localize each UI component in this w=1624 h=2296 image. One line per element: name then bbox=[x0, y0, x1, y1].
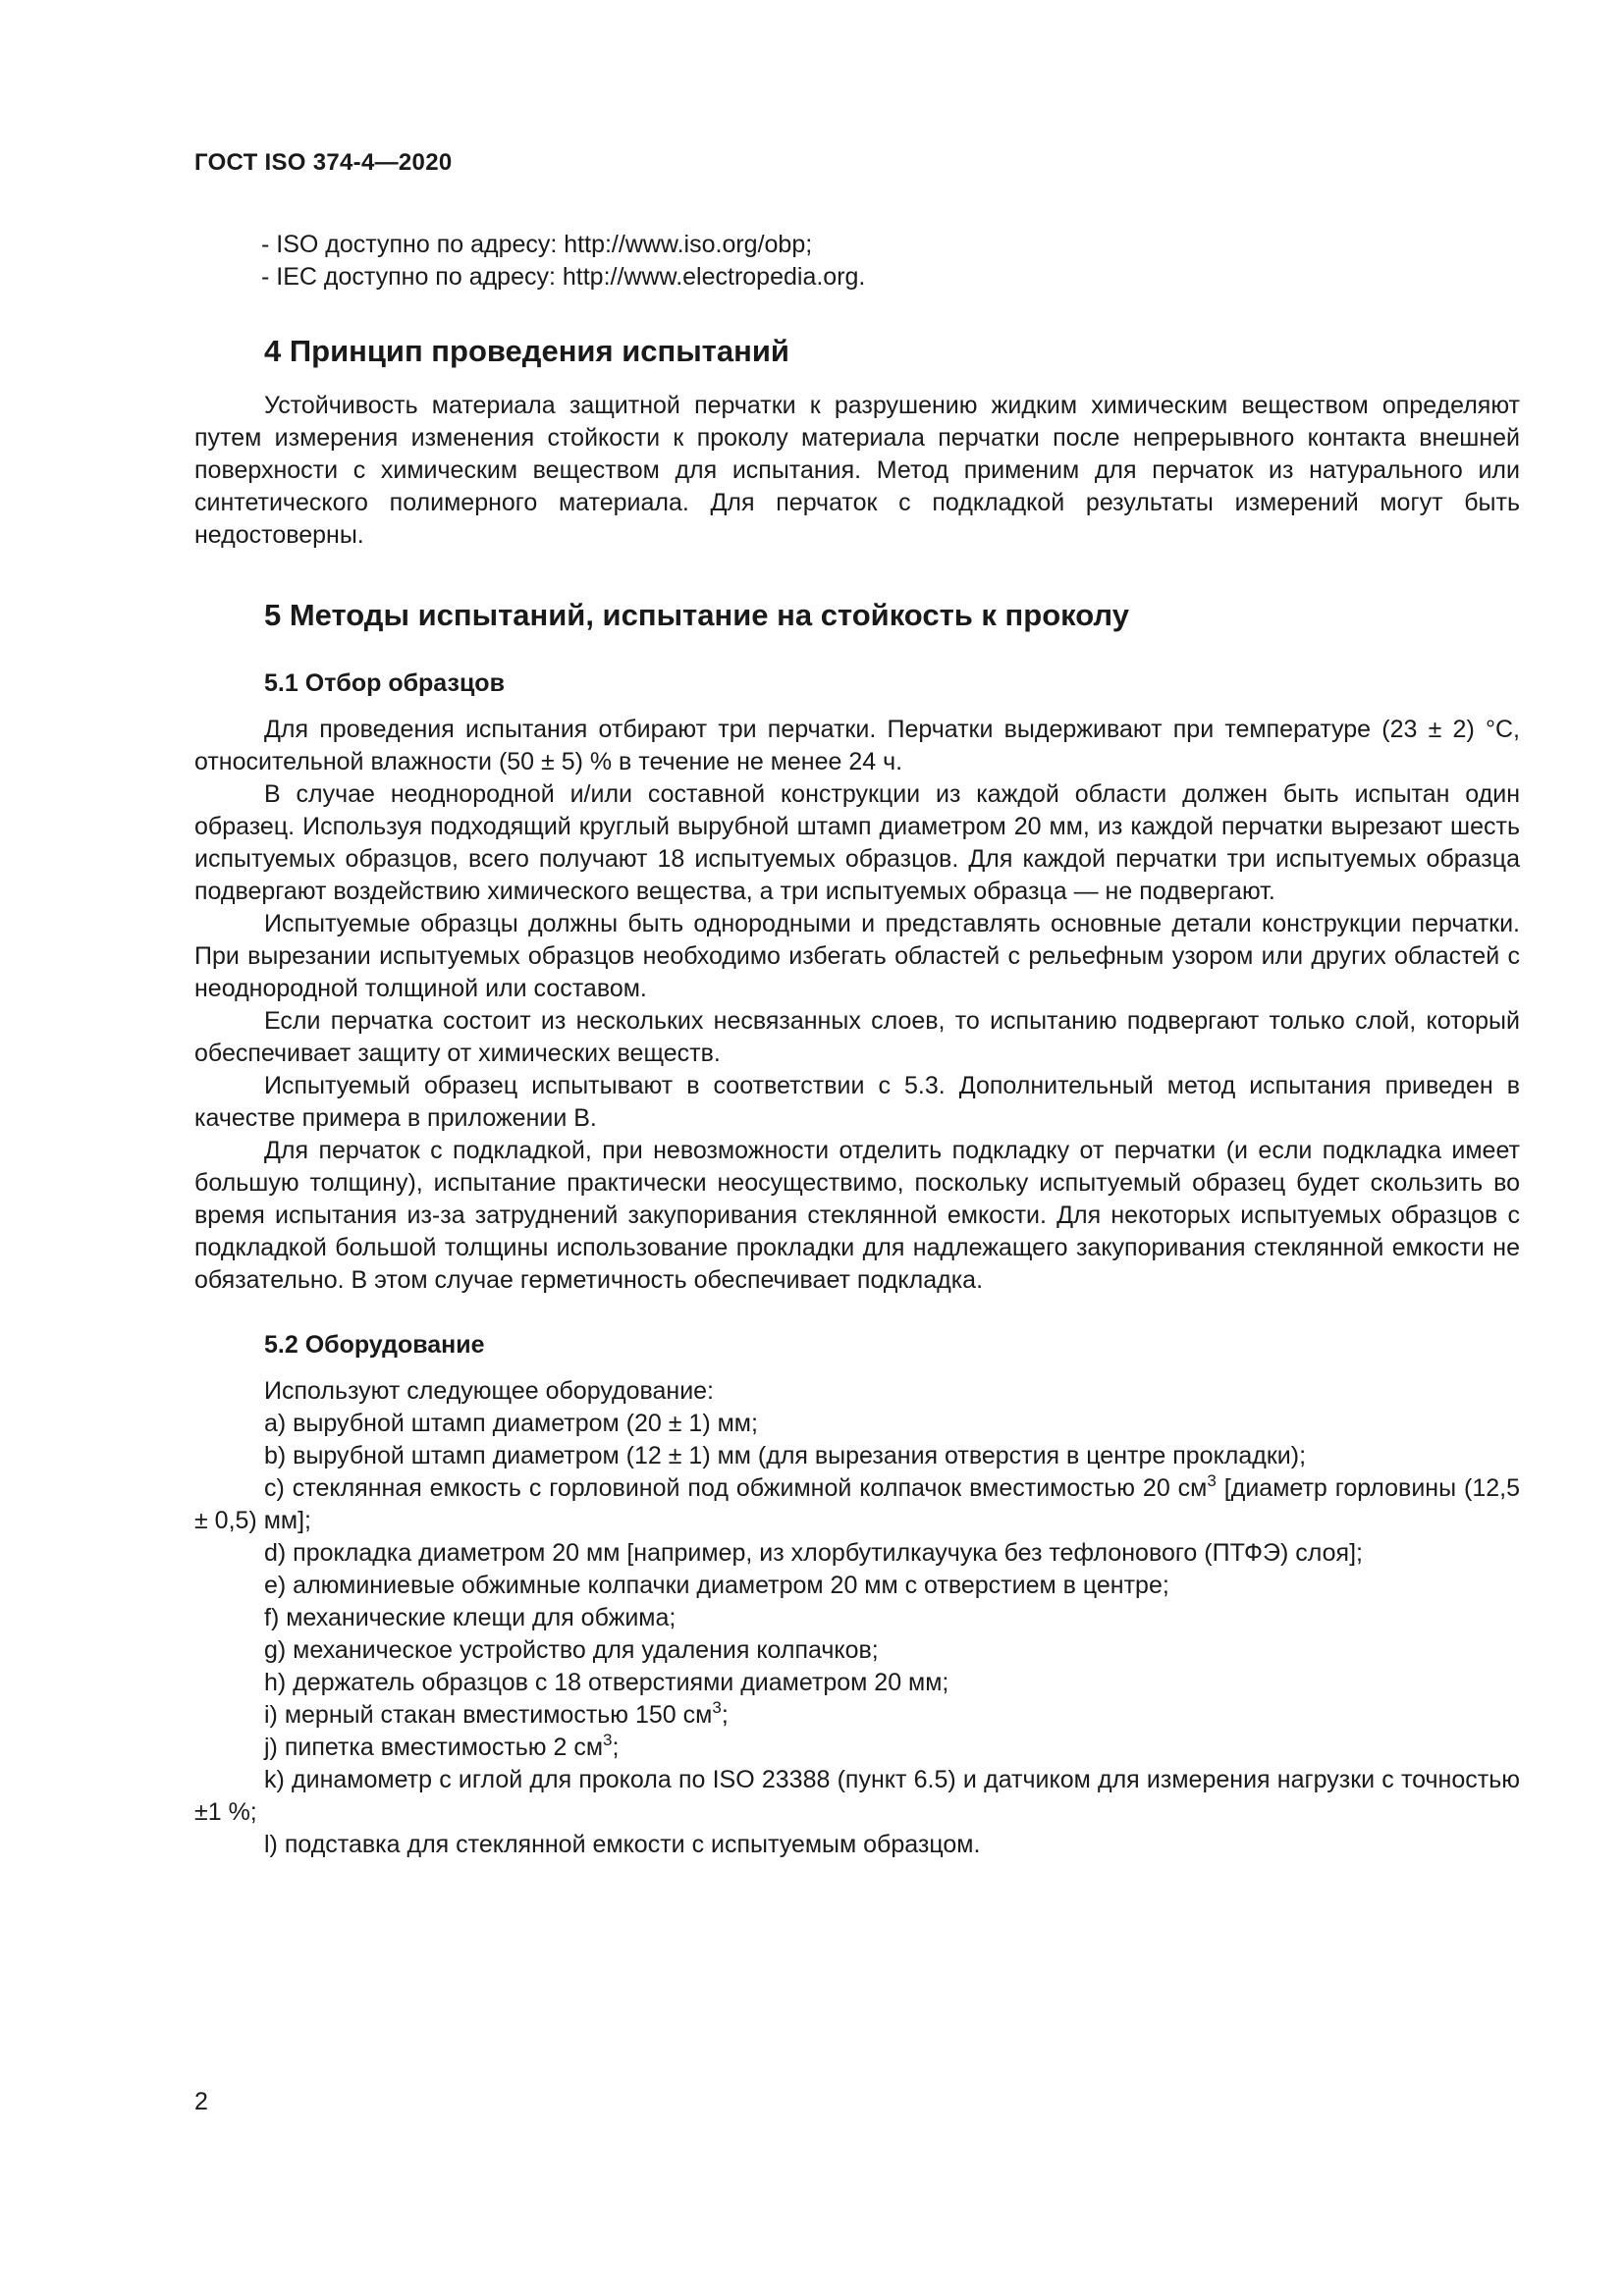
superscript: 3 bbox=[1207, 1471, 1217, 1490]
link-item-iec: - IEC доступно по адресу: http://www.electropedia.org. bbox=[261, 263, 866, 291]
section-4-title: 4 Принцип проведения испытаний bbox=[264, 334, 789, 368]
section-5-1-title: 5.1 Отбор образцов bbox=[264, 669, 505, 697]
list-item: g) механическое устройство для удаления колпачков; bbox=[264, 1636, 879, 1664]
document-header: ГОСТ ISO 374-4—2020 bbox=[194, 149, 453, 176]
list-item: b) вырубной штамп диаметром (12 ± 1) мм (для вырезания отверстия в центре прокладки); bbox=[264, 1442, 1307, 1469]
superscript: 3 bbox=[712, 1698, 722, 1717]
paragraph: В случае неоднородной и/или составной конструкции из каждой области должен быть испытан один образец. Используя подходящий круглый вырубной штамп диаметром 20 мм, из каждой перчатки вырезают шесть испытуемых образцов, всего получают 18 испытуемых образцов. Для каждой перчатки три испытуемых образца подвергают воздействию химического вещества, а три испытуемых образца — не подвергают. bbox=[194, 780, 1520, 905]
list-item: l) подставка для стеклянной емкости с испытуемым образцом. bbox=[264, 1831, 981, 1858]
list-item-text: j) пипетка вместимостью 2 см bbox=[264, 1734, 604, 1761]
list-item-text: i) мерный стакан вместимостью 150 см bbox=[264, 1701, 713, 1729]
paragraph: Для перчаток с подкладкой, при невозможности отделить подкладку от перчатки (и если подкладка имеет большую толщину), испытание практически неосуществимо, поскольку испытуемый образец будет скользить во время испытания из-за затруднений закупоривания стеклянной емкости. Для некоторых испытуемых образцов с подкладкой большой толщины использование прокладки для надлежащего закупоривания стеклянной емкости не обязательно. В этом случае герметичность обеспечивает подкладка. bbox=[194, 1137, 1520, 1294]
list-item: e) алюминиевые обжимные колпачки диаметром 20 мм с отверстием в центре; bbox=[264, 1572, 1169, 1599]
superscript: 3 bbox=[603, 1731, 613, 1749]
paragraph: Для проведения испытания отбирают три перчатки. Перчатки выдерживают при температуре (23 ± 2) °С, относительной влажности (50 ± 5) % в течение не менее 24 ч. bbox=[194, 716, 1520, 775]
list-item-text: ; bbox=[612, 1734, 620, 1761]
list-item-text: c) стеклянная емкость с горловиной под обжимной колпачок вместимостью 20 см bbox=[264, 1474, 1208, 1502]
list-item bbox=[194, 1699, 1520, 1732]
list-item-text: [диаметр горловины (12,5 ± 0,5) мм]; bbox=[194, 1474, 1520, 1534]
list-item: k) динамометр с иглой для прокола по ISO 23388 (пункт 6.5) и датчиком для измерения нагрузки с точностью ±1 %; bbox=[194, 1766, 1520, 1826]
list-item bbox=[194, 1472, 1520, 1537]
paragraph: Испытуемый образец испытывают в соответствии с 5.3. Дополнительный метод испытания приведен в качестве примера в приложении В. bbox=[194, 1072, 1520, 1132]
page-number: 2 bbox=[194, 2088, 208, 2115]
list-item: d) прокладка диаметром 20 мм [например, из хлорбутилкаучука без тефлонового (ПТФЭ) слоя]; bbox=[264, 1539, 1363, 1567]
page-content bbox=[194, 229, 1520, 1861]
equipment-list bbox=[194, 1375, 1520, 1861]
section-5-2-title: 5.2 Оборудование bbox=[264, 1331, 485, 1359]
paragraph: Испытуемые образцы должны быть однородными и представлять основные детали конструкции перчатки. При вырезании испытуемых образцов необходимо избегать областей с рельефным узором или других областей с неоднородной толщиной или составом. bbox=[194, 910, 1520, 1002]
paragraph: Если перчатка состоит из нескольких несвязанных слоев, то испытанию подвергают только слой, который обеспечивает защиту от химических веществ. bbox=[194, 1007, 1520, 1067]
links-list bbox=[194, 229, 1520, 294]
list-item bbox=[194, 1732, 1520, 1764]
list-item-text: ; bbox=[721, 1701, 729, 1729]
list-item: f) механические клещи для обжима; bbox=[264, 1604, 677, 1631]
equipment-intro: Используют следующее оборудование: bbox=[264, 1377, 715, 1405]
list-item: a) вырубной штамп диаметром (20 ± 1) мм; bbox=[264, 1410, 758, 1437]
link-item-iso: - ISO доступно по адресу: http://www.iso.org/obp; bbox=[261, 231, 813, 258]
section-5-title: 5 Методы испытаний, испытание на стойкость к проколу bbox=[264, 598, 1129, 632]
section-4-body: Устойчивость материала защитной перчатки к разрушению жидким химическим веществом определяют путем измерения изменения стойкости к проколу материала перчатки после непрерывного контакта внешней поверхности с химическим веществом для испытания. Метод применим для перчаток из натурального или синтетического полимерного материала. Для перчаток с подкладкой результаты измерений могут быть недостоверны. bbox=[194, 392, 1520, 549]
list-item: h) держатель образцов с 18 отверстиями диаметром 20 мм; bbox=[264, 1669, 949, 1696]
section-5-1-body bbox=[194, 714, 1520, 1297]
